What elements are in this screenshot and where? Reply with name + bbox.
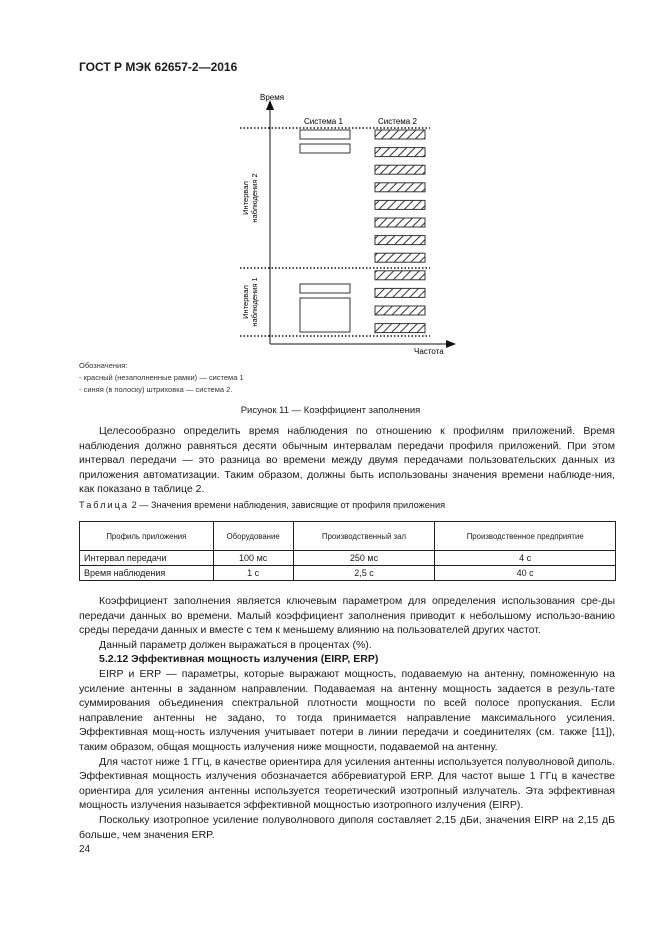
system2-hatched-block <box>375 130 425 139</box>
legend-item: - синяя (в полоску) штриховка — система 2. <box>79 385 233 394</box>
table-caption <box>79 500 445 510</box>
system2-hatched-block <box>375 165 425 174</box>
table-cell: 250 мс <box>293 551 435 566</box>
interval2-label-line2: наблюдения 2 <box>250 173 259 223</box>
observation-time-table <box>79 521 616 581</box>
section-heading: 5.2.12 Эффективная мощность излучения (EIRP, ERP) <box>99 653 379 666</box>
table-cell: 4 с <box>435 551 616 566</box>
figure-caption: Рисунок 11 — Коэффициент заполнения <box>240 405 421 416</box>
table-cell: 1 с <box>213 566 293 581</box>
figure-legend <box>79 360 244 396</box>
page-number: 24 <box>79 844 91 855</box>
text-block-2 <box>79 594 615 842</box>
legend-item: - красный (незаполненные рамки) — система 1 <box>79 373 244 382</box>
table-header-cell: Оборудование <box>213 522 293 551</box>
table-header-row <box>80 522 616 551</box>
table-cell: Интервал передачи <box>80 551 214 566</box>
table-header-cell: Профиль приложения <box>80 522 214 551</box>
system1-label: Система 1 <box>304 117 343 126</box>
table-cell: Время наблюдения <box>80 566 214 581</box>
system1-frame <box>300 144 350 153</box>
document-header: ГОСТ Р МЭК 62657-2—2016 <box>79 60 238 74</box>
interval1-label-line2: наблюдения 1 <box>250 277 259 327</box>
system2-hatched-block <box>375 183 425 192</box>
duty-cycle-figure <box>230 86 470 361</box>
system1-frame <box>300 298 350 332</box>
system2-hatched-block <box>375 253 425 262</box>
legend-title: Обозначения: <box>79 361 128 370</box>
system2-hatched-block <box>375 148 425 157</box>
table-header-cell: Производственное предприятие <box>435 522 616 551</box>
system1-frame <box>300 130 350 139</box>
table-caption-prefix: Таблица <box>79 500 130 510</box>
table-row <box>80 566 616 581</box>
system2-hatched-block <box>375 288 425 297</box>
paragraph: Для частот ниже 1 ГГц, в качестве ориентира для усиления антенны используется полуволновой диполь. Эффективная мощность излучения обозначается аббревиатурой ERP. Для частот выше 1 ГГц в качестве ориентира для усиления антенны используется теоретический изотропный излучатель. Эта эффективная мощность излучения называется эффективной мощностью изотропного излучения (EIRP). <box>79 755 615 812</box>
system2-hatched-block <box>375 236 425 245</box>
x-axis-label: Частота <box>414 347 444 356</box>
table-cell: 2,5 с <box>293 566 435 581</box>
interval2-label-line1: Интервал <box>241 181 250 215</box>
system2-hatched-block <box>375 200 425 209</box>
system2-hatched-block <box>375 271 425 280</box>
paragraph: EIRP и ERP — параметры, которые выражают мощность, подаваемую на антенну, помноженную на усиление антенны в заданном направлении. Подаваемая на антенну мощность задается в резуль-тате суммирования объединения спектральной плотности мощности по всей полосе пропускания. Если направление антенны не задано, то тогда принимается направление максимального усиления. Эффективная мощ-ность излучения учитывает потери в линии передачи и соединителях (см. также [11]), таким образом, общая мощность излучения ниже мощности, подаваемой на антенну. <box>79 667 615 753</box>
table-cell: 40 с <box>435 566 616 581</box>
text-block-1 <box>79 424 615 497</box>
system2-hatched-block <box>375 218 425 227</box>
table-header-cell: Производственный зал <box>293 522 435 551</box>
table-row <box>80 551 616 566</box>
paragraph: Поскольку изотропное усиление полуволнового диполя составляет 2,15 дБи, значения EIRP на 2,15 дБ больше, чем значения ERP. <box>79 813 615 841</box>
interval1-label-line1: Интервал <box>241 285 250 319</box>
system2-label: Система 2 <box>378 117 417 126</box>
frequency-axis-arrow <box>446 340 456 348</box>
paragraph: Целесообразно определить время наблюдения по отношению к профилям приложений. Время наблюдения должно равняться десяти обычным интервалам передачи профиля приложений. При этом интервал передачи — это разница во времени между двумя передачами пользовательских данных из приложения автоматизации. Таким образом, должны быть использованы значения времени наблюде-ния, как показано в таблице 2. <box>79 425 615 496</box>
table-caption-rest: 2 — Значения времени наблюдения, зависящие от профиля приложения <box>129 500 446 510</box>
paragraph: Данный параметр должен выражаться в процентах (%). <box>99 638 372 651</box>
paragraph: Коэффициент заполнения является ключевым параметром для определения использования сре-ды передачи данных во времени. Малый коэффициент заполнения приводит к небольшому использо-ванию среды передачи данных и вместе с тем к меньшему влиянию на пользователей других частот. <box>79 595 615 637</box>
table-cell: 100 мс <box>213 551 293 566</box>
system1-frame <box>300 284 350 293</box>
y-axis-label: Время <box>260 93 285 102</box>
system2-hatched-block <box>375 306 425 315</box>
system2-hatched-block <box>375 324 425 333</box>
